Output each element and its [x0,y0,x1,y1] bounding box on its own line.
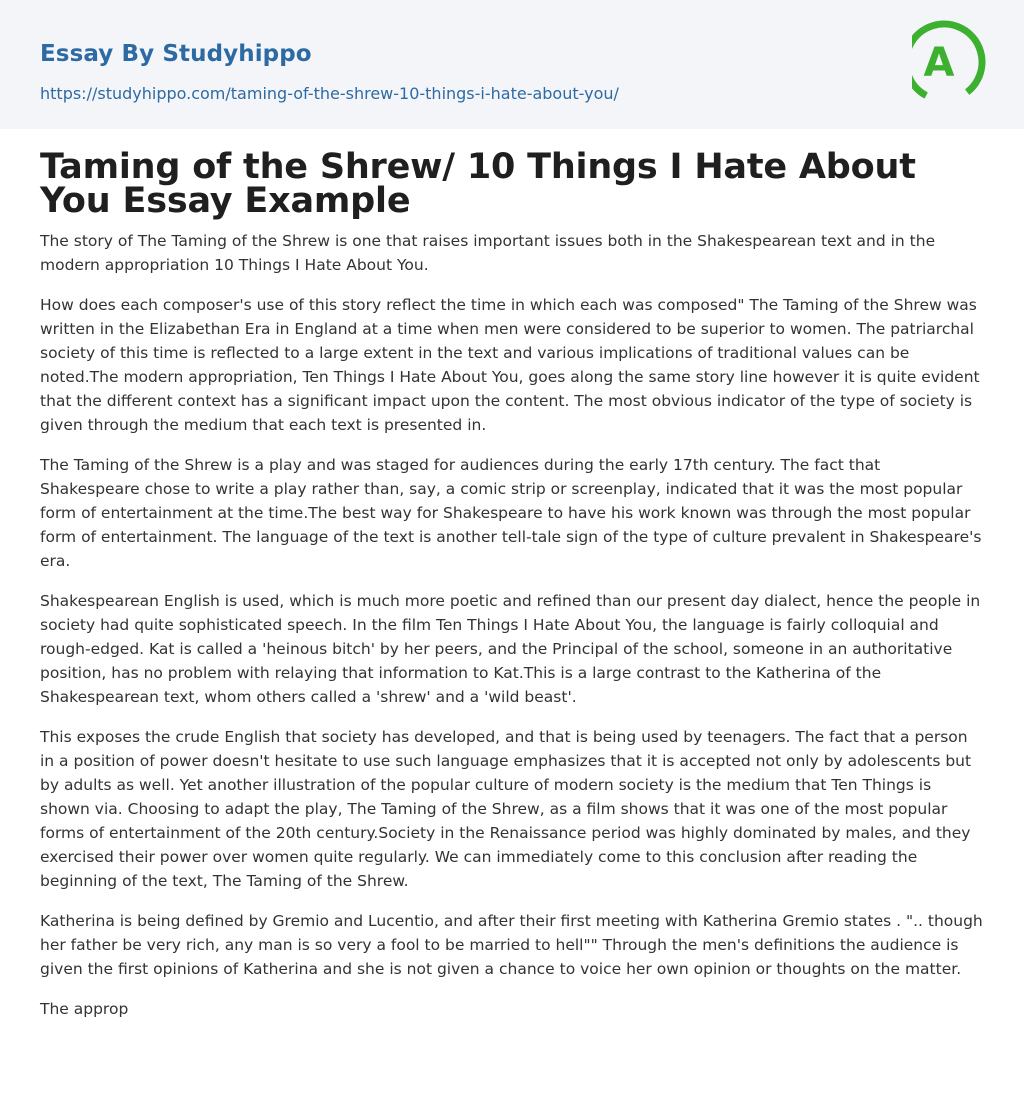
logo-letter: A [923,40,955,86]
page-title: Taming of the Shrew/ 10 Things I Hate About You Essay Example [40,147,916,221]
essay-paragraph-6: Katherina is being defined by Gremio and Lucentio, and after their first meeting with Katherina Gremio states . ".. though her father be very rich, any man is so very a fool to be married to hell"" Through the men's definitions the audience is given the first opinions of Katherina and she is not given a chance to voice her own opinion or thoughts on the matter. [40,912,983,978]
essay-paragraph-3: The Taming of the Shrew is a play and was staged for audiences during the early 17th century. The fact that Shakespeare chose to write a play rather than, say, a comic strip or screenplay, indicated that it was the most popular form of entertainment at the time.The best way for Shakespeare to have his work known was through the most popular form of entertainment. The language of the text is another tell-tale sign of the type of culture prevalent in Shakespeare's era. [40,456,982,570]
studyhippo-logo-icon[interactable] [912,20,986,106]
brand-title[interactable]: Essay By Studyhippo [40,41,312,67]
essay-paragraph-2: How does each composer's use of this story reflect the time in which each was composed" The Taming of the Shrew was written in the Elizabethan Era in England at a time when men were considered to be superior to women. The patriarchal society of this time is reflected to a large extent in the text and various implications of traditional values can be noted.The modern appropriation, Ten Things I Hate About You, goes along the same story line however it is quite evident that the different context has a significant impact upon the content. The most obvious indicator of the type of society is given through the medium that each text is presented in. [40,296,980,434]
source-url-link[interactable]: https://studyhippo.com/taming-of-the-shrew-10-things-i-hate-about-you/ [40,84,619,103]
essay-paragraph-5: This exposes the crude English that society has developed, and that is being used by teenagers. The fact that a person in a position of power doesn't hesitate to use such language emphasizes that it is accepted not only by adolescents but by adults as well. Yet another illustration of the popular culture of modern society is the medium that Ten Things is shown via. Choosing to adapt the play, The Taming of the Shrew, as a film shows that it was one of the most popular forms of entertainment of the 20th century.Society in the Renaissance period was highly dominated by males, and they exercised their power over women quite regularly. We can immediately come to this conclusion after reading the beginning of the text, The Taming of the Shrew. [40,728,972,890]
site-header [0,0,1024,129]
essay-paragraph-7: The approp [40,1000,129,1018]
essay-content [0,147,1024,1021]
essay-paragraph-1: The story of The Taming of the Shrew is one that raises important issues both in the Shakespearean text and in the modern appropriation 10 Things I Hate About You. [40,232,936,274]
essay-paragraph-4: Shakespearean English is used, which is much more poetic and refined than our present day dialect, hence the people in society had quite sophisticated speech. In the film Ten Things I Hate About You, the language is fairly colloquial and rough-edged. Kat is called a 'heinous bitch' by her peers, and the Principal of the school, someone in an authoritative position, has no problem with relaying that information to Kat.This is a large contrast to the Katherina of the Shakespearean text, whom others called a 'shrew' and a 'wild beast'. [40,592,981,706]
